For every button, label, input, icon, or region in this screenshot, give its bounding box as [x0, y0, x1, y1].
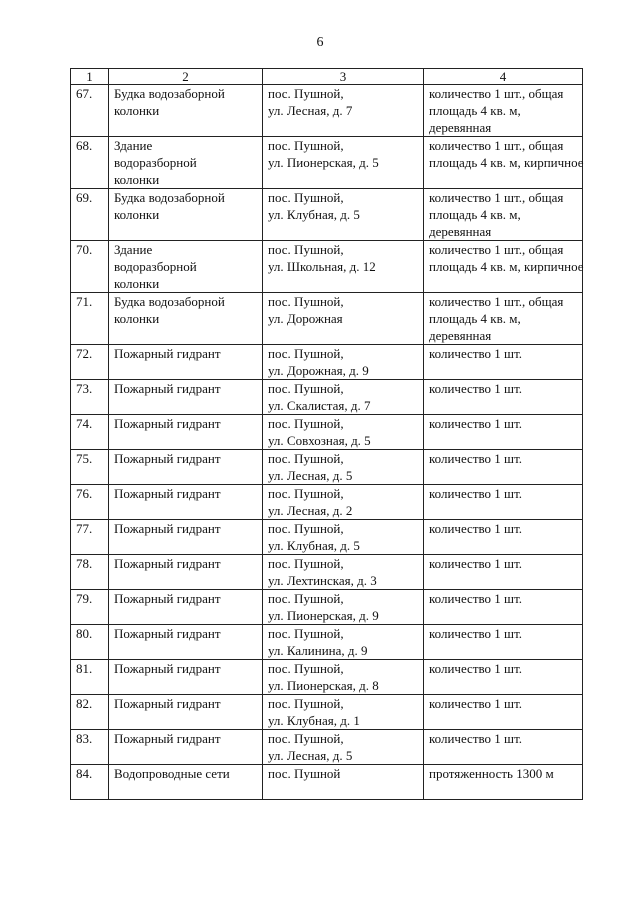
object-name-cell [109, 730, 263, 765]
object-description-line: количество 1 шт. [429, 591, 523, 606]
object-description-cell [424, 625, 583, 660]
object-address-line: пос. Пушной, [268, 661, 344, 676]
object-address-line: ул. Лесная, д. 5 [268, 468, 353, 483]
object-name-line: колонки [114, 103, 160, 118]
row-number: 68. [71, 137, 109, 189]
object-description-cell [424, 450, 583, 485]
object-description-line: количество 1 шт. [429, 626, 523, 641]
object-name-line: Пожарный гидрант [114, 346, 221, 361]
object-name-line: Пожарный гидрант [114, 591, 221, 606]
object-description-line: количество 1 шт., общая [429, 86, 564, 101]
object-name-line: Будка водозаборной [114, 86, 225, 101]
object-description-line: количество 1 шт. [429, 381, 523, 396]
object-address-line: ул. Пионерская, д. 5 [268, 155, 379, 170]
table-row [71, 520, 583, 555]
object-address-line: ул. Дорожная [268, 311, 343, 326]
row-number: 74. [71, 415, 109, 450]
object-address-cell [263, 625, 424, 660]
object-address-line: ул. Клубная, д. 5 [268, 207, 360, 222]
object-description-cell [424, 485, 583, 520]
row-number: 73. [71, 380, 109, 415]
object-name-cell [109, 293, 263, 345]
row-number: 79. [71, 590, 109, 625]
row-number: 77. [71, 520, 109, 555]
object-name-cell [109, 189, 263, 241]
header-cell: 4 [424, 69, 583, 85]
object-address-line: ул. Клубная, д. 5 [268, 538, 360, 553]
object-address-line: пос. Пушной, [268, 696, 344, 711]
row-number: 71. [71, 293, 109, 345]
header-cell: 2 [109, 69, 263, 85]
object-name-cell [109, 695, 263, 730]
object-description-line: количество 1 шт. [429, 556, 523, 571]
object-address-line: пос. Пушной, [268, 451, 344, 466]
object-description-line: деревянная [429, 120, 492, 135]
object-name-cell [109, 241, 263, 293]
table-row [71, 765, 583, 800]
object-address-line: пос. Пушной [268, 766, 341, 781]
row-number: 81. [71, 660, 109, 695]
object-name-cell [109, 485, 263, 520]
object-address-line: ул. Лесная, д. 2 [268, 503, 353, 518]
row-number: 72. [71, 345, 109, 380]
object-address-line: пос. Пушной, [268, 556, 344, 571]
object-name-line: Пожарный гидрант [114, 661, 221, 676]
object-description-cell [424, 660, 583, 695]
object-description-line: количество 1 шт., общая [429, 294, 564, 309]
object-address-line: пос. Пушной, [268, 521, 344, 536]
object-address-line: пос. Пушной, [268, 591, 344, 606]
object-address-line: пос. Пушной, [268, 416, 344, 431]
table-row [71, 695, 583, 730]
object-description-line: количество 1 шт. [429, 486, 523, 501]
object-description-line: количество 1 шт. [429, 416, 523, 431]
object-name-line: колонки [114, 311, 160, 326]
page-number: 6 [316, 35, 324, 50]
row-number: 80. [71, 625, 109, 660]
object-name-line: колонки [114, 207, 160, 222]
object-address-line: пос. Пушной, [268, 190, 344, 205]
object-description-line: площадь 4 кв. м, [429, 103, 521, 118]
object-description-line: площадь 4 кв. м, кирпичное [429, 155, 584, 170]
table-row [71, 137, 583, 189]
object-address-line: ул. Лесная, д. 7 [268, 103, 353, 118]
object-address-cell [263, 485, 424, 520]
object-address-cell [263, 345, 424, 380]
object-description-line: количество 1 шт., общая [429, 190, 564, 205]
object-address-line: ул. Калинина, д. 9 [268, 643, 368, 658]
object-description-cell [424, 345, 583, 380]
object-description-cell [424, 380, 583, 415]
object-description-cell [424, 293, 583, 345]
row-number: 76. [71, 485, 109, 520]
object-address-cell [263, 590, 424, 625]
object-description-cell [424, 695, 583, 730]
table-row [71, 660, 583, 695]
table-row [71, 485, 583, 520]
table-header-row [71, 69, 583, 85]
object-address-line: ул. Совхозная, д. 5 [268, 433, 371, 448]
object-description-cell [424, 520, 583, 555]
object-address-cell [263, 520, 424, 555]
object-address-line: пос. Пушной, [268, 294, 344, 309]
object-address-line: пос. Пушной, [268, 731, 344, 746]
object-name-line: Пожарный гидрант [114, 416, 221, 431]
object-name-line: Пожарный гидрант [114, 626, 221, 641]
object-address-line: ул. Клубная, д. 1 [268, 713, 360, 728]
table-row [71, 85, 583, 137]
object-name-cell [109, 380, 263, 415]
object-description-line: деревянная [429, 224, 492, 239]
object-name-cell [109, 660, 263, 695]
object-address-cell [263, 555, 424, 590]
object-description-cell [424, 241, 583, 293]
row-number: 69. [71, 189, 109, 241]
object-name-line: водоразборной [114, 155, 197, 170]
object-name-line: водоразборной [114, 259, 197, 274]
table-row [71, 590, 583, 625]
header-cell: 1 [71, 69, 109, 85]
property-table [70, 68, 583, 800]
object-description-cell [424, 85, 583, 137]
table-row [71, 293, 583, 345]
header-cell: 3 [263, 69, 424, 85]
object-description-line: количество 1 шт. [429, 696, 523, 711]
object-address-line: ул. Лесная, д. 5 [268, 748, 353, 763]
object-name-cell [109, 625, 263, 660]
object-description-cell [424, 189, 583, 241]
object-address-line: ул. Школьная, д. 12 [268, 259, 376, 274]
object-address-cell [263, 189, 424, 241]
object-name-cell [109, 555, 263, 590]
object-address-cell [263, 450, 424, 485]
object-description-cell [424, 730, 583, 765]
object-name-line: Здание [114, 242, 153, 257]
object-address-line: пос. Пушной, [268, 86, 344, 101]
object-description-line: количество 1 шт., общая [429, 242, 564, 257]
object-name-cell [109, 85, 263, 137]
object-name-cell [109, 450, 263, 485]
object-address-cell [263, 293, 424, 345]
object-name-line: Пожарный гидрант [114, 696, 221, 711]
object-address-line: ул. Лехтинская, д. 3 [268, 573, 377, 588]
object-description-cell [424, 590, 583, 625]
object-address-line: пос. Пушной, [268, 242, 344, 257]
row-number: 70. [71, 241, 109, 293]
table-row [71, 380, 583, 415]
object-description-line: протяженность 1300 м [429, 766, 554, 781]
object-description-line: количество 1 шт., общая [429, 138, 564, 153]
object-description-line: количество 1 шт. [429, 521, 523, 536]
table-row [71, 450, 583, 485]
object-description-line: площадь 4 кв. м, кирпичное [429, 259, 584, 274]
object-address-line: пос. Пушной, [268, 138, 344, 153]
object-name-line: Водопроводные сети [114, 766, 230, 781]
row-number: 83. [71, 730, 109, 765]
object-description-line: площадь 4 кв. м, [429, 311, 521, 326]
object-address-line: пос. Пушной, [268, 486, 344, 501]
row-number: 78. [71, 555, 109, 590]
object-name-line: Пожарный гидрант [114, 731, 221, 746]
object-name-line: Пожарный гидрант [114, 486, 221, 501]
object-address-line: ул. Пионерская, д. 9 [268, 608, 379, 623]
row-number: 75. [71, 450, 109, 485]
object-name-line: Пожарный гидрант [114, 381, 221, 396]
object-name-cell [109, 137, 263, 189]
object-address-line: пос. Пушной, [268, 346, 344, 361]
object-name-line: колонки [114, 276, 160, 291]
object-description-cell [424, 137, 583, 189]
object-name-line: колонки [114, 172, 160, 187]
object-address-line: ул. Пионерская, д. 8 [268, 678, 379, 693]
object-description-cell [424, 765, 583, 800]
object-address-cell [263, 380, 424, 415]
object-name-line: Пожарный гидрант [114, 521, 221, 536]
row-number: 82. [71, 695, 109, 730]
table-row [71, 345, 583, 380]
object-description-cell [424, 555, 583, 590]
object-name-cell [109, 415, 263, 450]
row-number: 67. [71, 85, 109, 137]
object-address-line: пос. Пушной, [268, 626, 344, 641]
object-description-line: площадь 4 кв. м, [429, 207, 521, 222]
object-name-line: Будка водозаборной [114, 190, 225, 205]
object-address-cell [263, 415, 424, 450]
object-name-line: Пожарный гидрант [114, 451, 221, 466]
object-name-cell [109, 765, 263, 800]
table-row [71, 241, 583, 293]
object-description-line: количество 1 шт. [429, 451, 523, 466]
object-address-line: ул. Скалистая, д. 7 [268, 398, 371, 413]
object-description-line: количество 1 шт. [429, 731, 523, 746]
table-row [71, 625, 583, 660]
object-address-line: пос. Пушной, [268, 381, 344, 396]
object-name-cell [109, 345, 263, 380]
table-row [71, 730, 583, 765]
object-address-cell [263, 695, 424, 730]
table-row [71, 189, 583, 241]
object-address-cell [263, 137, 424, 189]
object-description-line: количество 1 шт. [429, 661, 523, 676]
object-address-cell [263, 765, 424, 800]
row-number: 84. [71, 765, 109, 800]
object-description-line: количество 1 шт. [429, 346, 523, 361]
object-description-cell [424, 415, 583, 450]
object-name-cell [109, 590, 263, 625]
object-name-line: Будка водозаборной [114, 294, 225, 309]
object-name-cell [109, 520, 263, 555]
object-address-cell [263, 85, 424, 137]
table-row [71, 555, 583, 590]
object-address-cell [263, 660, 424, 695]
object-address-cell [263, 730, 424, 765]
object-address-line: ул. Дорожная, д. 9 [268, 363, 369, 378]
object-name-line: Здание [114, 138, 153, 153]
object-name-line: Пожарный гидрант [114, 556, 221, 571]
object-address-cell [263, 241, 424, 293]
table-row [71, 415, 583, 450]
object-description-line: деревянная [429, 328, 492, 343]
